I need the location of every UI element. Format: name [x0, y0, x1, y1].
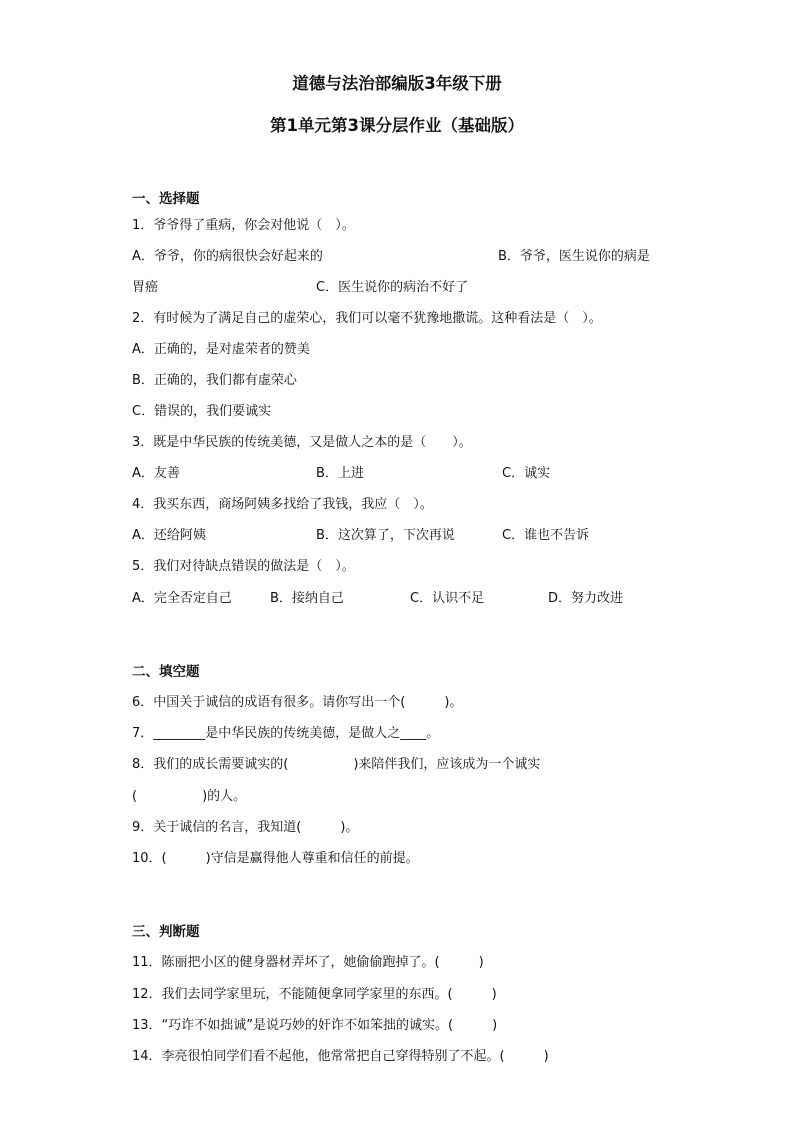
question-2-option-a: A．正确的，是对虚荣者的赞美 — [132, 342, 310, 357]
question-4-option-c: C．谁也不告诉 — [502, 528, 590, 543]
question-2-stem: 2．有时候为了满足自己的虚荣心，我们可以毫不犹豫地撒谎。这种看法是（ ）。 — [132, 311, 602, 326]
question-1-option-b: B．爷爷，医生说你的病是 — [498, 249, 650, 264]
question-5-stem: 5．我们对待缺点错误的做法是（ ）。 — [132, 559, 355, 574]
question-5-option-d: D．努力改进 — [548, 591, 624, 606]
question-3-option-b: B．上进 — [316, 466, 364, 481]
question-1-option-a: A．爷爷，你的病很快会好起来的 — [132, 249, 323, 264]
question-13: 13．“巧诈不如拙诚”是说巧妙的奸诈不如笨拙的诚实。( ) — [132, 1018, 498, 1033]
question-1-option-c: C．医生说你的病治不好了 — [316, 280, 469, 295]
question-7: 7．________是中华民族的传统美德，是做人之____。 — [132, 726, 440, 741]
question-5-option-a: A．完全否定自己 — [132, 591, 232, 606]
question-1-option-b-continued: 胃癌 — [132, 280, 159, 295]
section-heading-fill: 二、填空题 — [132, 664, 200, 680]
question-4-option-a: A．还给阿姨 — [132, 528, 206, 543]
question-2-option-c: C．错误的，我们要诚实 — [132, 404, 272, 419]
title-line-2: 第1单元第3课分层作业（基础版） — [270, 116, 524, 135]
question-14: 14．李亮很怕同学们看不起他，他常常把自己穿得特别了不起。( ) — [132, 1049, 549, 1064]
question-12: 12．我们去同学家里玩，不能随便拿同学家里的东西。( ) — [132, 987, 497, 1002]
question-8: 8．我们的成长需要诚实的( )来陪伴我们，应该成为一个诚实 — [132, 757, 541, 772]
question-1-stem: 1．爷爷得了重病，你会对他说（ ）。 — [132, 218, 355, 233]
question-6: 6．中国关于诚信的成语有很多。请你写出一个( )。 — [132, 695, 463, 710]
section-heading-choice: 一、选择题 — [132, 191, 200, 207]
question-4-option-b: B．这次算了，下次再说 — [316, 528, 455, 543]
question-2-option-b: B．正确的，我们都有虚荣心 — [132, 373, 297, 388]
question-5-option-b: B．接纳自己 — [270, 591, 344, 606]
question-11: 11．陈丽把小区的健身器材弄坏了，她偷偷跑掉了。( ) — [132, 955, 484, 970]
question-3-option-a: A．友善 — [132, 466, 180, 481]
question-4-stem: 4．我买东西，商场阿姨多找给了我钱，我应（ ）。 — [132, 497, 433, 512]
title-line-1: 道德与法治部编版3年级下册 — [292, 74, 502, 93]
question-3-stem: 3．既是中华民族的传统美德，又是做人之本的是（ ）。 — [132, 435, 472, 450]
question-8-continued: ( )的人。 — [132, 789, 247, 804]
question-5-option-c: C．认识不足 — [410, 591, 485, 606]
question-3-option-c: C．诚实 — [502, 466, 551, 481]
question-9: 9．关于诚信的名言，我知道( )。 — [132, 820, 359, 835]
question-10: 10．( )守信是赢得他人尊重和信任的前提。 — [132, 851, 419, 866]
section-heading-judge: 三、判断题 — [132, 924, 200, 940]
